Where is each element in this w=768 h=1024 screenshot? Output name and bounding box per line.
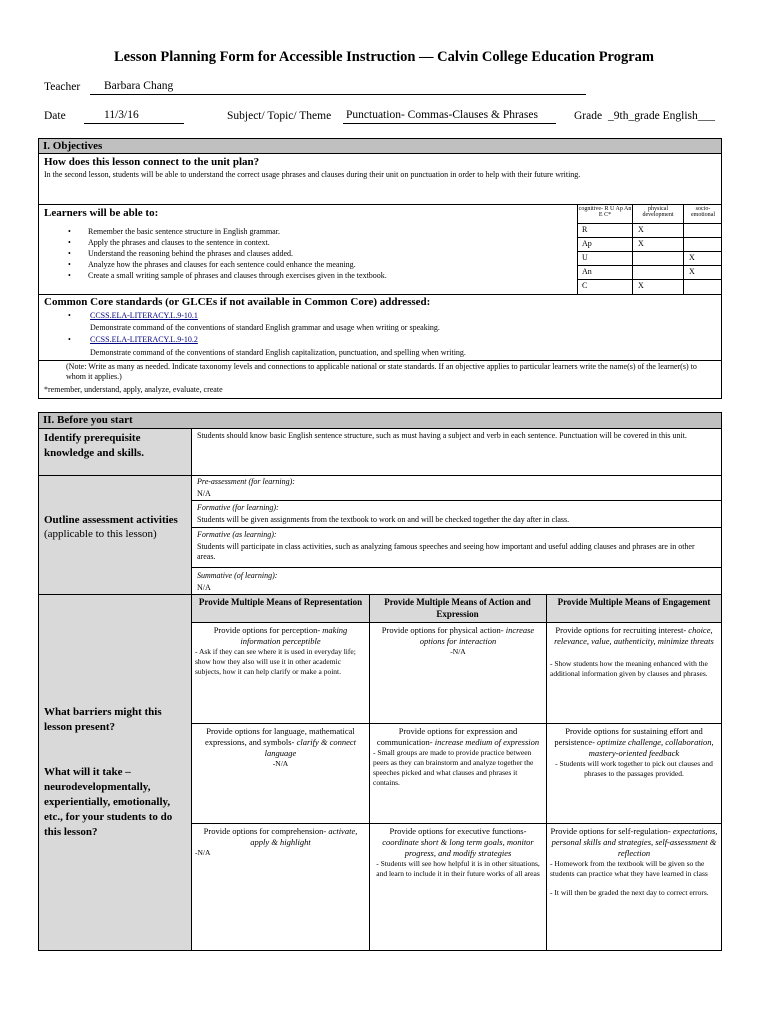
- subject-value: Punctuation- Commas-Clauses & Phrases: [346, 109, 538, 121]
- tax-phys-2: X: [638, 239, 644, 248]
- tax-socio-3: X: [689, 253, 695, 262]
- subject-label: Subject/ Topic/ Theme: [227, 110, 332, 122]
- udl-cell-perception: Provide options for perception- making information perceptible - Ask if they can see where it is used in everyday life; show how they also will use it in other academic subjects, how it can help clarify or make a point.: [195, 625, 356, 676]
- objective-item: • Analyze how the phrases and clauses for each sentence could enhance the meaning.: [44, 259, 574, 270]
- assessment-label-block: [44, 513, 184, 541]
- objective-item: • Create a small writing sample of phrases and clauses through exercises given in the textbook.: [44, 270, 574, 281]
- barriers-question: What barriers might this lesson present?: [44, 706, 162, 733]
- col-cognitive: cognitive- R U Ap An E C*: [578, 206, 632, 218]
- tax-phys-1: X: [638, 225, 644, 234]
- udl-cell-comprehension: Provide options for comprehension- activate, apply & highlight -N/A: [195, 826, 358, 857]
- tax-cog-4: An: [582, 267, 592, 276]
- common-core-label: Common Core standards (or GLCEs if not available in Common Core) addressed:: [44, 296, 431, 308]
- udl-cell-executive-functions: Provide options for executive functions- coordinate short & long term goals, monitor progress, and modify strategies - Students will see how helpful it is in other situations, and learn to include it in their future works of all areas: [376, 826, 540, 878]
- formative-as-label: Formative (as learning):: [197, 530, 277, 539]
- assessment-sublabel: (applicable to this lesson): [44, 528, 157, 540]
- students-question: What will it take – neurodevelopmentally, experientially, emotionally, etc., for your students to do this lesson?: [44, 766, 173, 838]
- standard-desc-2: Demonstrate command of the conventions of standard English capitalization, punctuation, and spelling when writing.: [90, 348, 466, 357]
- tax-cog-5: C: [582, 281, 588, 290]
- col-socio: socio-emotional: [691, 206, 715, 218]
- standard-desc-1: Demonstrate command of the conventions of standard English grammar and usage when writing or speaking.: [90, 323, 440, 332]
- udl-header-action: Provide Multiple Means of Action and Expression: [384, 597, 531, 619]
- date-value: 11/3/16: [104, 109, 139, 121]
- udl-cell-language: Provide options for language, mathematical expressions, and symbols- clarify & connect language -N/A: [204, 726, 357, 768]
- tax-cog-1: R: [582, 225, 588, 234]
- pre-assessment-label: Pre-assessment (for learning):: [197, 477, 295, 486]
- grade-value: _9th_grade English___: [608, 110, 715, 122]
- summative-text: N/A: [197, 583, 211, 592]
- pre-assessment-text: N/A: [197, 489, 211, 498]
- prereq-label: Identify prerequisite knowledge and skills.: [44, 432, 144, 459]
- assessment-label: Outline assessment activities: [44, 514, 178, 526]
- page-title: Lesson Planning Form for Accessible Instruction — Calvin College Education Program: [114, 49, 654, 65]
- objectives-list: [44, 226, 574, 281]
- standard-link-1[interactable]: CCSS.ELA-LITERACY.L.9-10.1: [90, 311, 198, 320]
- udl-header-engagement: Provide Multiple Means of Engagement: [557, 597, 711, 607]
- formative-for-label: Formative (for learning):: [197, 503, 279, 512]
- udl-cell-sustaining-effort: Provide options for sustaining effort and persistence- optimize challenge, collaboration, mastery-oriented feedback - Students will work together to pick out clauses and phrases to the passages provided.: [554, 726, 714, 778]
- udl-cell-physical-action: Provide options for physical action- increase options for interaction -N/A: [381, 625, 535, 656]
- tax-cog-2: Ap: [582, 239, 592, 248]
- tax-cog-3: U: [582, 253, 588, 262]
- standard-link-2[interactable]: CCSS.ELA-LITERACY.L.9-10.2: [90, 335, 198, 344]
- learners-label: Learners will be able to:: [44, 207, 159, 219]
- connect-question: How does this lesson connect to the unit plan?: [44, 156, 260, 168]
- grade-label: Grade: [574, 110, 603, 122]
- summative-label: Summative (of learning):: [197, 571, 278, 580]
- taxonomy-footnote: *remember, understand, apply, analyze, evaluate, create: [44, 385, 223, 394]
- udl-cell-recruiting-interest: Provide options for recruiting interest- choice, relevance, value, authenticity, minimize threats - Show students how the meaning enhanced with the additional information given by clauses and phrases.: [550, 625, 714, 678]
- before-heading: II. Before you start: [38, 412, 722, 429]
- col-physical: physical development: [642, 206, 674, 218]
- udl-cell-self-regulation: Provide options for self-regulation- expectations, personal skills and strategies, self-assessment & reflection - Homework from the textbook will be given so the students can practice what they have learned in class - It will then be graded the next day to correct errors.: [550, 826, 718, 897]
- objective-item: • Understand the reasoning behind the phrases and clauses added.: [44, 248, 574, 259]
- formative-as-text: Students will participate in class activities, such as analyzing famous speeches and seeing how important and useful adding clauses and phrases are in other areas.: [197, 542, 695, 561]
- connect-answer: In the second lesson, students will be able to understand the correct usage phrases and clauses during their unit on punctuation in order to help with their future writing.: [44, 170, 581, 179]
- date-label: Date: [44, 110, 66, 122]
- objective-item: • Apply the phrases and clauses to the sentence in context.: [44, 237, 574, 248]
- objective-item: • Remember the basic sentence structure in English grammar.: [44, 226, 574, 237]
- objectives-note: (Note: Write as many as needed. Indicate taxonomy levels and connections to applicable national or state standards. If an objective applies to particular learners write the name(s) of the learner(s) to whom it applies.): [66, 362, 697, 381]
- tax-phys-5: X: [638, 281, 644, 290]
- prereq-text: Students should know basic English sentence structure, such as must having a subject and verb in each sentence. Punctuation will be covered in this unit.: [197, 431, 687, 440]
- teacher-value: Barbara Chang: [104, 80, 174, 92]
- objectives-heading: I. Objectives: [38, 138, 722, 154]
- teacher-label: Teacher: [44, 81, 81, 93]
- udl-cell-expression: Provide options for expression and communication- increase medium of expression - Small groups are made to provide practice between peers as they can brainstorm and analyze together the speeches picked and what clauses and phrases it contains.: [373, 726, 540, 787]
- tax-socio-4: X: [689, 267, 695, 276]
- udl-header-representation: Provide Multiple Means of Representation: [198, 597, 363, 607]
- formative-for-text: Students will be given assignments from the textbook to work on and will be checked together the day after in class.: [197, 515, 570, 524]
